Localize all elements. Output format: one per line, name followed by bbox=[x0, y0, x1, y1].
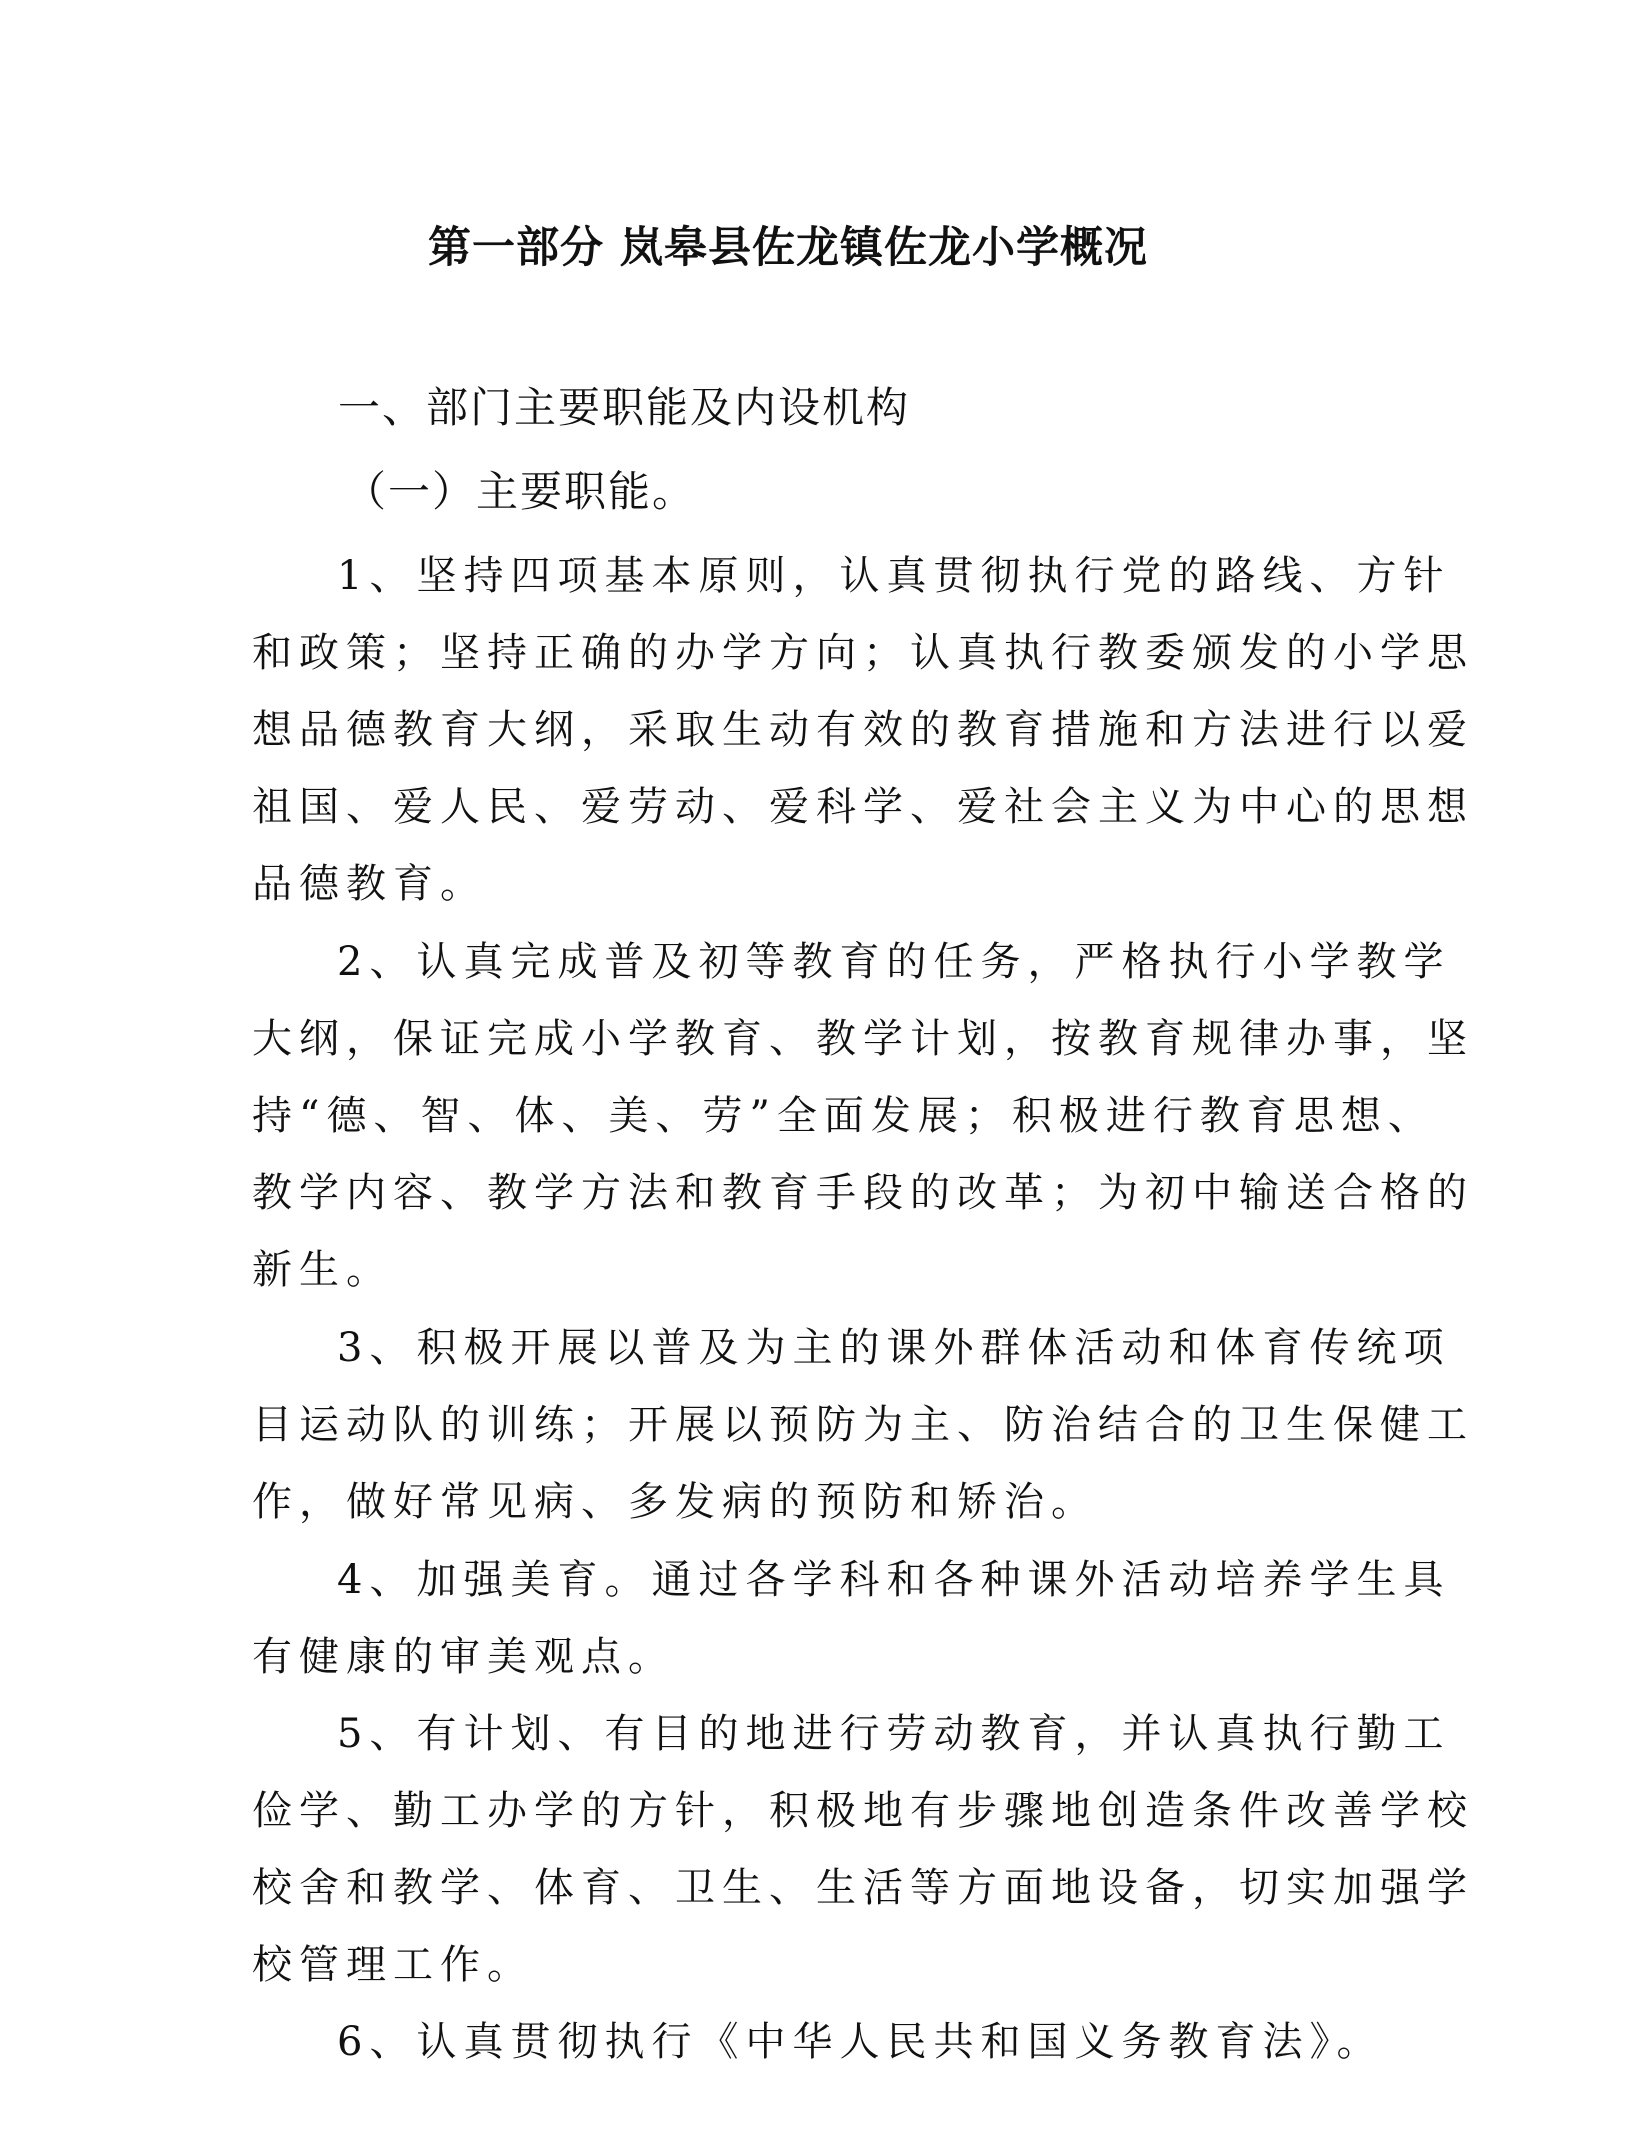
section-heading: 一、部门主要职能及内设机构 bbox=[338, 383, 911, 432]
paragraph-line: 想品德教育大纲，采取生动有效的教育措施和方法进行以爱 bbox=[252, 707, 1474, 753]
paragraph-line: 目运动队的训练；开展以预防为主、防治结合的卫生保健工 bbox=[252, 1402, 1474, 1448]
paragraph-line: 1、坚持四项基本原则，认真贯彻执行党的路线、方针 bbox=[337, 553, 1451, 599]
paragraph-line: 俭学、勤工办学的方针，积极地有步骤地创造条件改善学校 bbox=[252, 1788, 1474, 1834]
paragraph-line: 作，做好常见病、多发病的预防和矫治。 bbox=[252, 1479, 1098, 1525]
paragraph-line: 有健康的审美观点。 bbox=[252, 1634, 675, 1680]
paragraph-line: 祖国、爱人民、爱劳动、爱科学、爱社会主义为中心的思想 bbox=[252, 784, 1474, 830]
paragraph-line: 持“德、智、体、美、劳”全面发展；积极进行教育思想、 bbox=[252, 1093, 1435, 1139]
paragraph-line: 3、积极开展以普及为主的课外群体活动和体育传统项 bbox=[337, 1325, 1451, 1371]
paragraph-line: 品德教育。 bbox=[252, 861, 487, 907]
paragraph-line: 教学内容、教学方法和教育手段的改革；为初中输送合格的 bbox=[252, 1170, 1474, 1216]
paragraph-line: 6、认真贯彻执行《中华人民共和国义务教育法》。 bbox=[337, 2019, 1384, 2065]
paragraph-line: 大纲，保证完成小学教育、教学计划，按教育规律办事，坚 bbox=[252, 1016, 1474, 1062]
paragraph-line: 校管理工作。 bbox=[252, 1942, 534, 1988]
paragraph-line: 4、加强美育。通过各学科和各种课外活动培养学生具 bbox=[337, 1557, 1451, 1603]
paragraph-line: 5、有计划、有目的地进行劳动教育，并认真执行勤工 bbox=[337, 1711, 1451, 1757]
paragraph-6 bbox=[252, 2004, 1402, 2081]
paragraph-5 bbox=[252, 1696, 1474, 2004]
paragraph-line: 和政策；坚持正确的办学方向；认真执行教委颁发的小学思 bbox=[252, 630, 1474, 676]
subsection-heading: （一）主要职能。 bbox=[344, 467, 697, 516]
paragraph-2 bbox=[252, 924, 1474, 1309]
document-title: 第一部分 岚皋县佐龙镇佐龙小学概况 bbox=[428, 223, 1148, 273]
paragraph-line: 校舍和教学、体育、卫生、生活等方面地设备，切实加强学 bbox=[252, 1865, 1474, 1911]
paragraph-4 bbox=[252, 1542, 1451, 1696]
paragraph-3 bbox=[252, 1310, 1474, 1541]
paragraph-line: 新生。 bbox=[252, 1247, 393, 1293]
paragraph-line: 2、认真完成普及初等教育的任务，严格执行小学教学 bbox=[337, 939, 1451, 985]
paragraph-1 bbox=[252, 538, 1474, 923]
